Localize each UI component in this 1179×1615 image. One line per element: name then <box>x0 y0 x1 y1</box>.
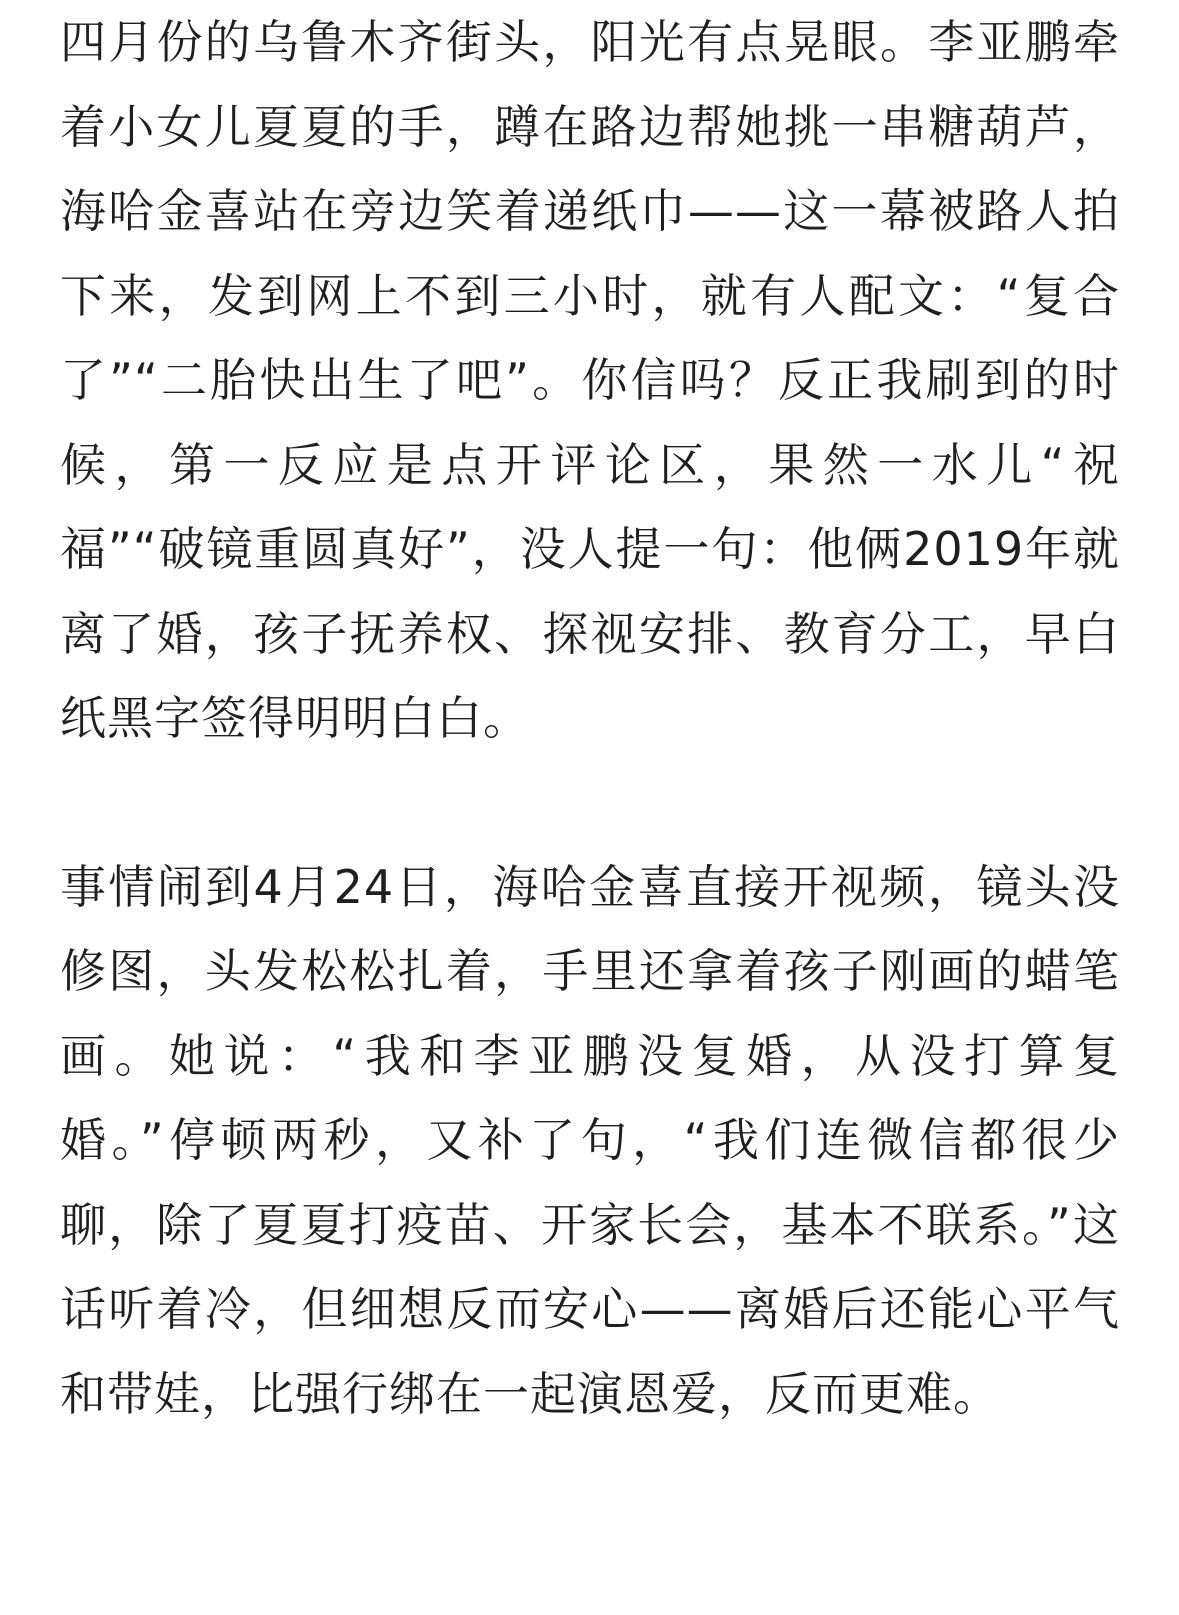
article-body <box>60 0 1120 1436</box>
article-paragraph-2: 事情闹到4月24日，海哈金喜直接开视频，镜头没修图，头发松松扎着，手里还拿着孩子刚画的蜡笔画。她说：“我和李亚鹏没复婚，从没打算复婚。”停顿两秒，又补了句，“我们连微信都很少聊，除了夏夏打疫苗、开家长会，基本不联系。”这话听着冷，但细想反而安心——离婚后还能心平气和带娃，比强行绑在一起演恩爱，反而更难。 <box>60 859 1120 1421</box>
article-paragraph-1: 四月份的乌鲁木齐街头，阳光有点晃眼。李亚鹏牵着小女儿夏夏的手，蹲在路边帮她挑一串糖葫芦，海哈金喜站在旁边笑着递纸巾——这一幕被路人拍下来，发到网上不到三小时，就有人配文：“复合了”“二胎快出生了吧”。你信吗？反正我刷到的时候，第一反应是点开评论区，果然一水儿“祝福”“破镜重圆真好”，没人提一句：他俩2019年就离了婚，孩子抚养权、探视安排、教育分工，早白纸黑字签得明明白白。 <box>60 15 1120 745</box>
